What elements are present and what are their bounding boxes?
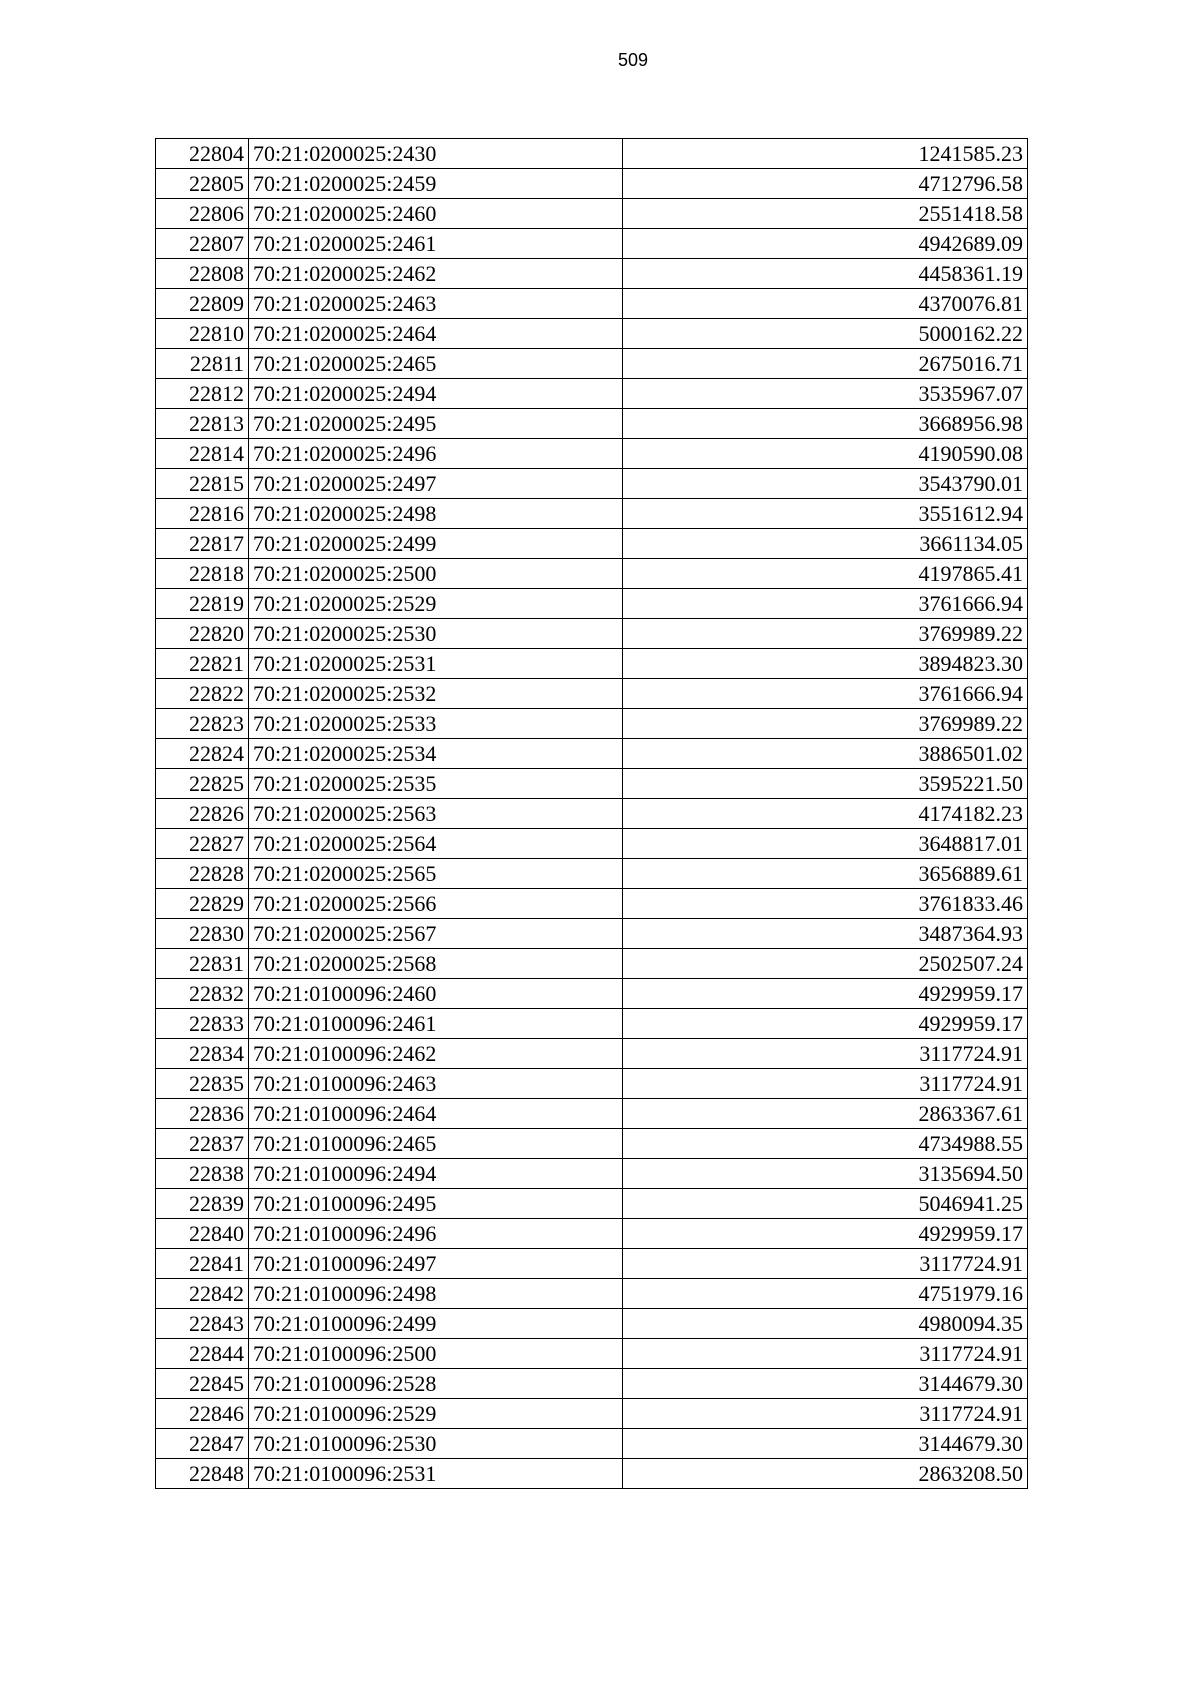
- table-row: [156, 1249, 1028, 1279]
- cadastral-value-cell: 5000162.22: [623, 319, 1028, 349]
- table-row: [156, 709, 1028, 739]
- cadastral-number-cell: 70:21:0200025:2530: [249, 619, 623, 649]
- cadastral-value-cell: 3668956.98: [623, 409, 1028, 439]
- row-number-cell: 22810: [156, 319, 249, 349]
- cadastral-value-cell: 4751979.16: [623, 1279, 1028, 1309]
- row-number-cell: 22829: [156, 889, 249, 919]
- table-row: [156, 199, 1028, 229]
- cadastral-value-cell: 3117724.91: [623, 1339, 1028, 1369]
- cadastral-value-cell: 2863367.61: [623, 1099, 1028, 1129]
- table-row: [156, 499, 1028, 529]
- cadastral-value-cell: 2551418.58: [623, 199, 1028, 229]
- row-number-cell: 22843: [156, 1309, 249, 1339]
- table-row: [156, 589, 1028, 619]
- cadastral-value-cell: 3595221.50: [623, 769, 1028, 799]
- row-number-cell: 22833: [156, 1009, 249, 1039]
- table-row: [156, 1039, 1028, 1069]
- table-row: [156, 799, 1028, 829]
- table-row: [156, 319, 1028, 349]
- cadastral-number-cell: 70:21:0100096:2464: [249, 1099, 623, 1129]
- row-number-cell: 22841: [156, 1249, 249, 1279]
- cadastral-value-cell: 4190590.08: [623, 439, 1028, 469]
- row-number-cell: 22820: [156, 619, 249, 649]
- table-row: [156, 529, 1028, 559]
- page-number: 509: [617, 50, 649, 70]
- row-number-cell: 22837: [156, 1129, 249, 1159]
- cadastral-value-cell: 3761666.94: [623, 679, 1028, 709]
- row-number-cell: 22812: [156, 379, 249, 409]
- cadastral-value-cell: 3761833.46: [623, 889, 1028, 919]
- table-row: [156, 559, 1028, 589]
- table-row: [156, 289, 1028, 319]
- table-row: [156, 1159, 1028, 1189]
- cadastral-value-cell: 3144679.30: [623, 1369, 1028, 1399]
- cadastral-number-cell: 70:21:0100096:2500: [249, 1339, 623, 1369]
- cadastral-number-cell: 70:21:0200025:2459: [249, 169, 623, 199]
- table-row: [156, 829, 1028, 859]
- cadastral-number-cell: 70:21:0200025:2460: [249, 199, 623, 229]
- cadastral-value-cell: 4197865.41: [623, 559, 1028, 589]
- row-number-cell: 22823: [156, 709, 249, 739]
- cadastral-number-cell: 70:21:0200025:2463: [249, 289, 623, 319]
- table-row: [156, 169, 1028, 199]
- table-row: [156, 859, 1028, 889]
- cadastral-number-cell: 70:21:0200025:2535: [249, 769, 623, 799]
- cadastral-number-cell: 70:21:0100096:2462: [249, 1039, 623, 1069]
- table-row: [156, 409, 1028, 439]
- table-row: [156, 1129, 1028, 1159]
- table-row: [156, 619, 1028, 649]
- row-number-cell: 22816: [156, 499, 249, 529]
- table-row: [156, 679, 1028, 709]
- table-body: [156, 139, 1028, 1489]
- row-number-cell: 22807: [156, 229, 249, 259]
- cadastral-number-cell: 70:21:0200025:2532: [249, 679, 623, 709]
- row-number-cell: 22830: [156, 919, 249, 949]
- row-number-cell: 22845: [156, 1369, 249, 1399]
- cadastral-value-cell: 4942689.09: [623, 229, 1028, 259]
- row-number-cell: 22819: [156, 589, 249, 619]
- table-row: [156, 1219, 1028, 1249]
- row-number-cell: 22814: [156, 439, 249, 469]
- cadastral-number-cell: 70:21:0100096:2495: [249, 1189, 623, 1219]
- table-row: [156, 439, 1028, 469]
- cadastral-number-cell: 70:21:0100096:2461: [249, 1009, 623, 1039]
- cadastral-value-cell: 2675016.71: [623, 349, 1028, 379]
- row-number-cell: 22821: [156, 649, 249, 679]
- cadastral-value-cell: 4929959.17: [623, 1219, 1028, 1249]
- row-number-cell: 22842: [156, 1279, 249, 1309]
- row-number-cell: 22813: [156, 409, 249, 439]
- cadastral-value-cell: 3886501.02: [623, 739, 1028, 769]
- cadastral-number-cell: 70:21:0200025:2494: [249, 379, 623, 409]
- row-number-cell: 22846: [156, 1399, 249, 1429]
- cadastral-number-cell: 70:21:0200025:2465: [249, 349, 623, 379]
- cadastral-value-cell: 3117724.91: [623, 1069, 1028, 1099]
- cadastral-number-cell: 70:21:0100096:2499: [249, 1309, 623, 1339]
- cadastral-value-cell: 4929959.17: [623, 1009, 1028, 1039]
- table-row: [156, 349, 1028, 379]
- table-row: [156, 1429, 1028, 1459]
- cadastral-value-cell: 2863208.50: [623, 1459, 1028, 1489]
- table-row: [156, 1369, 1028, 1399]
- table-row: [156, 1309, 1028, 1339]
- cadastral-number-cell: 70:21:0200025:2497: [249, 469, 623, 499]
- row-number-cell: 22835: [156, 1069, 249, 1099]
- row-number-cell: 22809: [156, 289, 249, 319]
- row-number-cell: 22815: [156, 469, 249, 499]
- cadastral-number-cell: 70:21:0200025:2464: [249, 319, 623, 349]
- cadastral-value-cell: 3648817.01: [623, 829, 1028, 859]
- cadastral-number-cell: 70:21:0200025:2564: [249, 829, 623, 859]
- cadastral-value-cell: 3656889.61: [623, 859, 1028, 889]
- cadastral-value-cell: 3135694.50: [623, 1159, 1028, 1189]
- row-number-cell: 22811: [156, 349, 249, 379]
- cadastral-value-cell: 3117724.91: [623, 1399, 1028, 1429]
- cadastral-value-cell: 4712796.58: [623, 169, 1028, 199]
- table-row: [156, 649, 1028, 679]
- row-number-cell: 22825: [156, 769, 249, 799]
- row-number-cell: 22808: [156, 259, 249, 289]
- cadastral-value-cell: 4929959.17: [623, 979, 1028, 1009]
- cadastral-number-cell: 70:21:0200025:2430: [249, 139, 623, 169]
- cadastral-number-cell: 70:21:0200025:2495: [249, 409, 623, 439]
- row-number-cell: 22822: [156, 679, 249, 709]
- row-number-cell: 22847: [156, 1429, 249, 1459]
- table-row: [156, 739, 1028, 769]
- cadastral-number-cell: 70:21:0100096:2497: [249, 1249, 623, 1279]
- cadastral-number-cell: 70:21:0100096:2529: [249, 1399, 623, 1429]
- row-number-cell: 22844: [156, 1339, 249, 1369]
- row-number-cell: 22806: [156, 199, 249, 229]
- cadastral-number-cell: 70:21:0100096:2460: [249, 979, 623, 1009]
- cadastral-value-cell: 3117724.91: [623, 1249, 1028, 1279]
- cadastral-number-cell: 70:21:0200025:2568: [249, 949, 623, 979]
- table-row: [156, 139, 1028, 169]
- cadastral-value-cell: 3769989.22: [623, 709, 1028, 739]
- row-number-cell: 22804: [156, 139, 249, 169]
- table-row: [156, 919, 1028, 949]
- cadastral-value-cell: 3551612.94: [623, 499, 1028, 529]
- cadastre-table: [155, 138, 1028, 1489]
- cadastral-number-cell: 70:21:0200025:2531: [249, 649, 623, 679]
- table-row: [156, 1279, 1028, 1309]
- cadastral-number-cell: 70:21:0200025:2529: [249, 589, 623, 619]
- row-number-cell: 22840: [156, 1219, 249, 1249]
- table-row: [156, 979, 1028, 1009]
- cadastral-value-cell: 3761666.94: [623, 589, 1028, 619]
- cadastral-value-cell: 3487364.93: [623, 919, 1028, 949]
- cadastral-number-cell: 70:21:0200025:2566: [249, 889, 623, 919]
- table-row: [156, 1009, 1028, 1039]
- cadastral-value-cell: 2502507.24: [623, 949, 1028, 979]
- cadastral-value-cell: 3769989.22: [623, 619, 1028, 649]
- row-number-cell: 22828: [156, 859, 249, 889]
- row-number-cell: 22805: [156, 169, 249, 199]
- cadastral-number-cell: 70:21:0200025:2498: [249, 499, 623, 529]
- row-number-cell: 22834: [156, 1039, 249, 1069]
- table-row: [156, 769, 1028, 799]
- cadastral-value-cell: 5046941.25: [623, 1189, 1028, 1219]
- cadastral-number-cell: 70:21:0200025:2533: [249, 709, 623, 739]
- cadastral-value-cell: 3117724.91: [623, 1039, 1028, 1069]
- cadastral-number-cell: 70:21:0100096:2465: [249, 1129, 623, 1159]
- table-row: [156, 1099, 1028, 1129]
- table-row: [156, 889, 1028, 919]
- row-number-cell: 22824: [156, 739, 249, 769]
- cadastral-number-cell: 70:21:0100096:2463: [249, 1069, 623, 1099]
- table-row: [156, 259, 1028, 289]
- cadastral-number-cell: 70:21:0100096:2494: [249, 1159, 623, 1189]
- cadastral-number-cell: 70:21:0200025:2462: [249, 259, 623, 289]
- cadastral-number-cell: 70:21:0200025:2499: [249, 529, 623, 559]
- cadastral-number-cell: 70:21:0200025:2563: [249, 799, 623, 829]
- cadastral-value-cell: 4370076.81: [623, 289, 1028, 319]
- row-number-cell: 22831: [156, 949, 249, 979]
- row-number-cell: 22839: [156, 1189, 249, 1219]
- table-row: [156, 1459, 1028, 1489]
- cadastral-number-cell: 70:21:0100096:2498: [249, 1279, 623, 1309]
- table-row: [156, 1339, 1028, 1369]
- table-row: [156, 469, 1028, 499]
- cadastral-value-cell: 4458361.19: [623, 259, 1028, 289]
- cadastral-value-cell: 4174182.23: [623, 799, 1028, 829]
- cadastral-value-cell: 3535967.07: [623, 379, 1028, 409]
- row-number-cell: 22832: [156, 979, 249, 1009]
- row-number-cell: 22826: [156, 799, 249, 829]
- row-number-cell: 22838: [156, 1159, 249, 1189]
- table-row: [156, 1189, 1028, 1219]
- cadastral-number-cell: 70:21:0200025:2567: [249, 919, 623, 949]
- cadastral-number-cell: 70:21:0100096:2530: [249, 1429, 623, 1459]
- table-row: [156, 1399, 1028, 1429]
- table-row: [156, 949, 1028, 979]
- cadastral-number-cell: 70:21:0100096:2531: [249, 1459, 623, 1489]
- cadastral-value-cell: 1241585.23: [623, 139, 1028, 169]
- row-number-cell: 22817: [156, 529, 249, 559]
- row-number-cell: 22836: [156, 1099, 249, 1129]
- row-number-cell: 22827: [156, 829, 249, 859]
- cadastral-number-cell: 70:21:0100096:2528: [249, 1369, 623, 1399]
- cadastral-number-cell: 70:21:0200025:2496: [249, 439, 623, 469]
- cadastral-value-cell: 4980094.35: [623, 1309, 1028, 1339]
- cadastral-number-cell: 70:21:0200025:2461: [249, 229, 623, 259]
- cadastral-number-cell: 70:21:0200025:2534: [249, 739, 623, 769]
- cadastral-value-cell: 3661134.05: [623, 529, 1028, 559]
- table-row: [156, 379, 1028, 409]
- table-row: [156, 1069, 1028, 1099]
- cadastral-value-cell: 3144679.30: [623, 1429, 1028, 1459]
- cadastral-number-cell: 70:21:0100096:2496: [249, 1219, 623, 1249]
- cadastral-number-cell: 70:21:0200025:2500: [249, 559, 623, 589]
- cadastral-number-cell: 70:21:0200025:2565: [249, 859, 623, 889]
- table-row: [156, 229, 1028, 259]
- cadastral-value-cell: 3894823.30: [623, 649, 1028, 679]
- row-number-cell: 22818: [156, 559, 249, 589]
- cadastral-value-cell: 4734988.55: [623, 1129, 1028, 1159]
- cadastral-value-cell: 3543790.01: [623, 469, 1028, 499]
- row-number-cell: 22848: [156, 1459, 249, 1489]
